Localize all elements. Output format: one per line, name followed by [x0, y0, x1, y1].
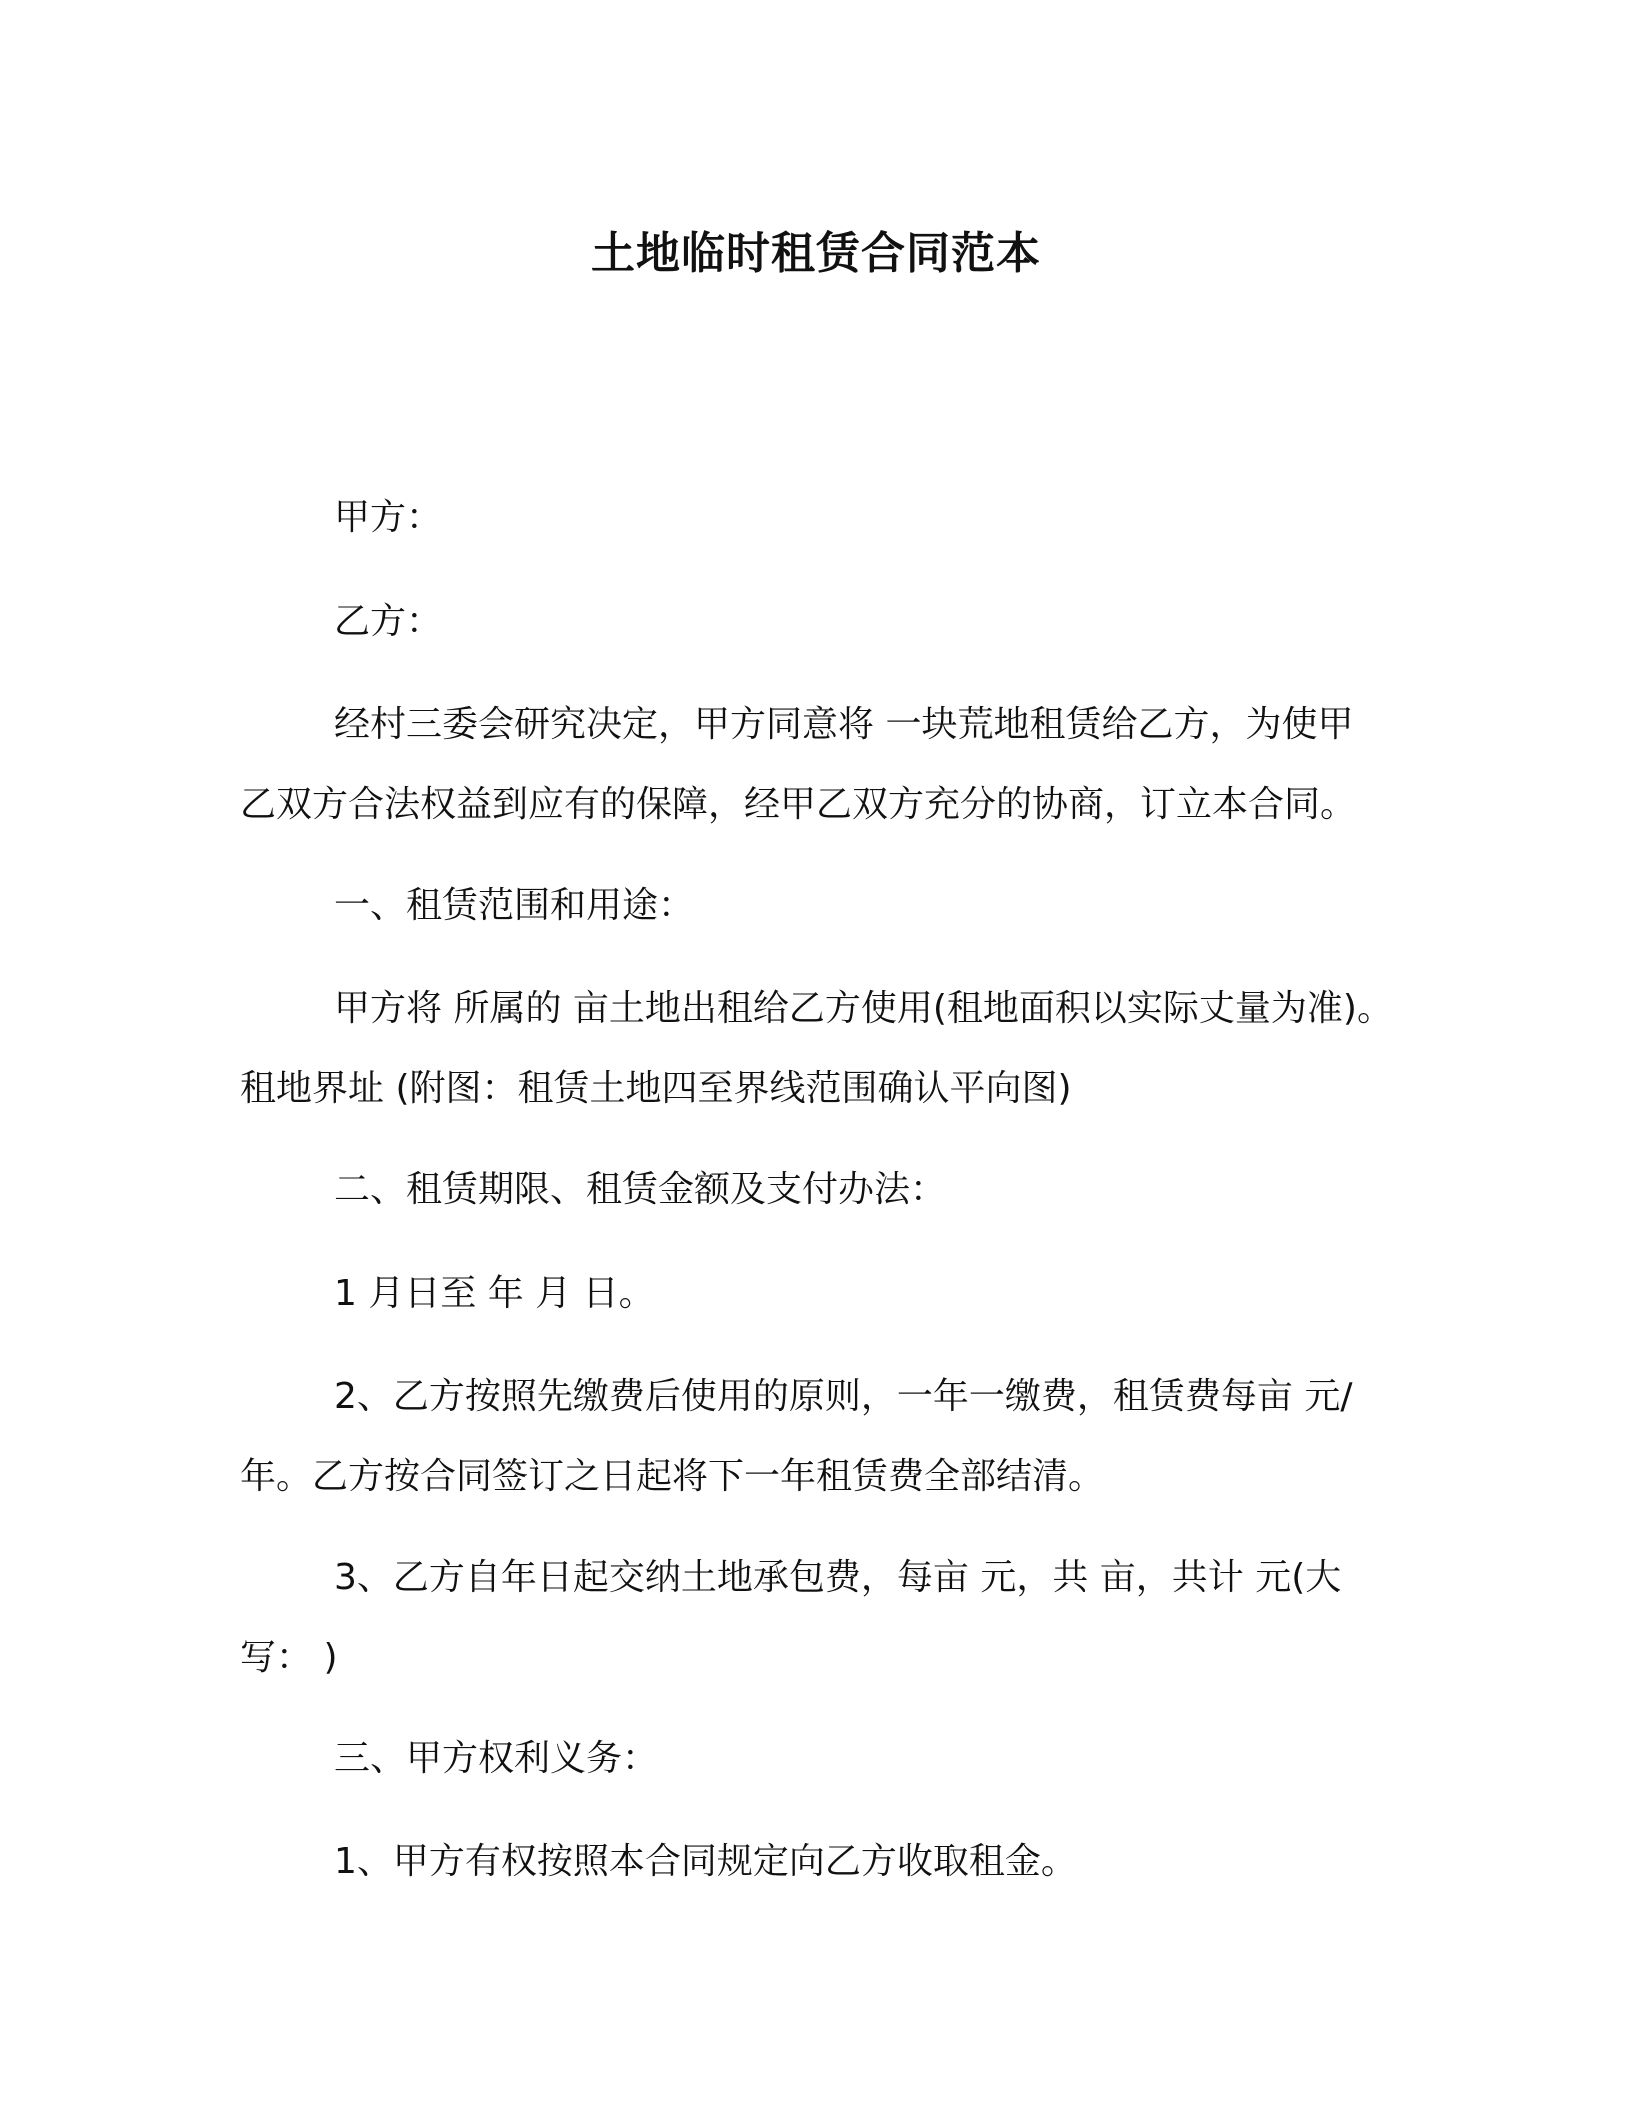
section-2-item-3-line-1: 3、乙方自年日起交纳土地承包费，每亩 元，共 亩，共计 元(大 — [334, 1557, 1342, 1598]
document-title: 土地临时租赁合同范本 — [591, 228, 1041, 279]
section-2-item-2-line-1: 2、乙方按照先缴费后使用的原则，一年一缴费，租赁费每亩 元/ — [334, 1376, 1353, 1417]
intro-paragraph-line-2: 乙双方合法权益到应有的保障，经甲乙双方充分的协商，订立本合同。 — [240, 784, 1357, 825]
section-2-item-2-line-2: 年。乙方按合同签订之日起将下一年租赁费全部结清。 — [240, 1456, 1105, 1497]
section-3-item-1: 1、甲方有权按照本合同规定向乙方收取租金。 — [334, 1841, 1077, 1882]
section-2-heading: 二、租赁期限、租赁金额及支付办法： — [334, 1169, 947, 1210]
section-1-paragraph-line-2: 租地界址 (附图：租赁土地四至界线范围确认平向图) — [240, 1068, 1072, 1109]
section-1-paragraph-line-1: 甲方将 所属的 亩土地出租给乙方使用(租地面积以实际丈量为准)。 — [334, 988, 1393, 1029]
party-b-label: 乙方： — [334, 601, 443, 642]
section-3-heading: 三、甲方权利义务： — [334, 1738, 659, 1779]
section-2-item-3-line-2: 写： ) — [240, 1637, 338, 1678]
section-1-heading: 一、租赁范围和用途： — [334, 885, 695, 926]
section-2-item-1: 1 月日至 年 月 日。 — [334, 1273, 655, 1314]
party-a-label: 甲方： — [334, 497, 443, 538]
intro-paragraph-line-1: 经村三委会研究决定，甲方同意将 一块荒地租赁给乙方，为使甲 — [334, 704, 1354, 745]
